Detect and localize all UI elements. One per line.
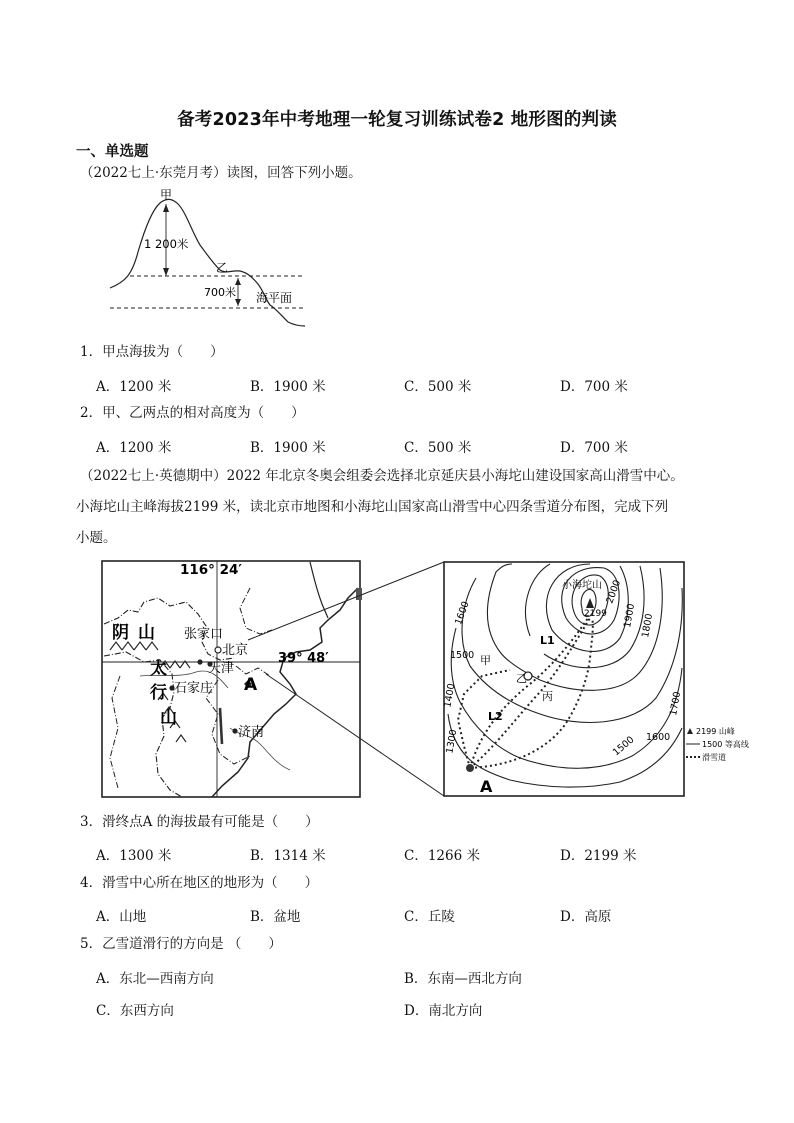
contour-1800: 1800 [640,612,656,639]
trail-yi: 乙 [516,672,527,685]
sea-level-label: 海平面 [256,291,293,305]
peak-elevation: 2199 [584,609,607,619]
profile-figure [100,190,315,330]
q1-option-d: D．700 米 [560,379,628,395]
legend-peak: 2199 山峰 [696,727,735,736]
q3-option-b: B．1314 米 [250,848,326,864]
q5-option-d: D．南北方向 [404,1003,483,1019]
q3-option-d: D．2199 米 [560,848,637,864]
contour-1600: 1600 [646,732,671,743]
latitude-label: 39° 48′ [278,651,329,666]
q2-option-c: C．500 米 [404,440,472,456]
group2-intro-line2: 小海坨山主峰海拔2199 米，读北京市地图和小海坨山国家高山滑雪中心四条雪道分布图，完成下列 [76,499,669,515]
q5-option-b: B．东南—西北方向 [404,971,522,987]
question-4-stem: 4．滑雪中心所在地区的地形为（ ） [80,875,319,891]
city-shijiazhuang: 石家庄 [174,681,214,696]
contour-1500-west: 1500 [450,650,475,661]
page-title: 备考2023年中考地理一轮复习训练试卷2 地形图的判读 [177,110,617,130]
legend-contour: 1500 等高线 [702,740,749,749]
contour-1400: 1400 [442,682,458,709]
mountain-tai-2: 行 [150,683,167,703]
maps-figure [100,558,749,803]
q5-option-c: C．东西方向 [96,1003,174,1019]
group2-intro-line1: （2022七上·英德期中）2022 年北京冬奥会组委会选择北京延庆县小海坨山建设国家高山滑雪中心。 [80,468,684,484]
trail-l2: L2 [488,710,503,723]
group1-intro: （2022七上·东莞月考）读图，回答下列小题。 [80,165,362,181]
q4-option-a: A．山地 [96,909,147,925]
contour-1900: 1900 [622,602,638,629]
contour-1300: 1300 [444,728,460,755]
city-zhangjiakou: 张家口 [184,627,224,642]
beijing-map-frame [102,561,360,797]
q1-option-b: B．1900 米 [250,379,326,395]
city-tianjin: 天津 [208,661,235,676]
mountain-tai-3: 山 [160,708,177,728]
q4-option-d: D．高原 [560,909,612,925]
left-point-a: A [244,675,258,695]
section-heading: 一、单选题 [76,144,149,160]
question-1-stem: 1．甲点海拔为（ ） [80,344,224,360]
contour-1500-east: 1500 [610,734,637,759]
group2-intro-line3: 小题。 [76,530,117,546]
q1-option-a: A．1200 米 [96,379,172,395]
contour-1600-west: 1600 [453,599,472,627]
longitude-label: 116° 24′ [180,562,242,578]
q3-option-a: A．1300 米 [96,848,172,864]
q3-option-c: C．1266 米 [404,848,480,864]
q1-option-c: C．500 米 [404,379,472,395]
legend-trail: 滑雪道 [702,753,726,762]
ski-map-frame [444,562,684,796]
question-5-stem: 5．乙雪道滑行的方向是 （ ） [80,936,282,952]
right-point-a: A [480,777,493,796]
city-jinan: 济南 [238,725,265,740]
city-beijing: 北京 [222,643,249,658]
contour-2000: 2000 [604,578,624,606]
mountain-yin-2: 山 [138,623,155,643]
q2-option-d: D．700 米 [560,440,628,456]
contour-1700: 1700 [668,690,684,717]
q4-option-b: B．盆地 [250,909,301,925]
q5-option-a: A．东北—西南方向 [96,971,214,987]
q2-option-b: B．1900 米 [250,440,326,456]
height1-label: 1 200米 [144,237,189,251]
q4-option-c: C．丘陵 [404,909,455,925]
question-2-stem: 2．甲、乙两点的相对高度为（ ） [80,405,305,421]
mountain-yin-1: 阴 [112,623,129,643]
point-label: 乙 [216,261,229,275]
q2-option-a: A．1200 米 [96,440,172,456]
peak-label: 甲 [160,188,173,202]
trail-l1: L1 [540,634,555,647]
mountain-tai-1: 太 [150,659,167,679]
height2-label: 700米 [204,286,236,299]
trail-jia: 甲 [480,654,491,667]
peak-name: 小海坨山 [562,580,602,591]
question-3-stem: 3．滑终点A 的海拔最有可能是（ ） [80,814,319,830]
trail-bing: 丙 [542,690,553,703]
